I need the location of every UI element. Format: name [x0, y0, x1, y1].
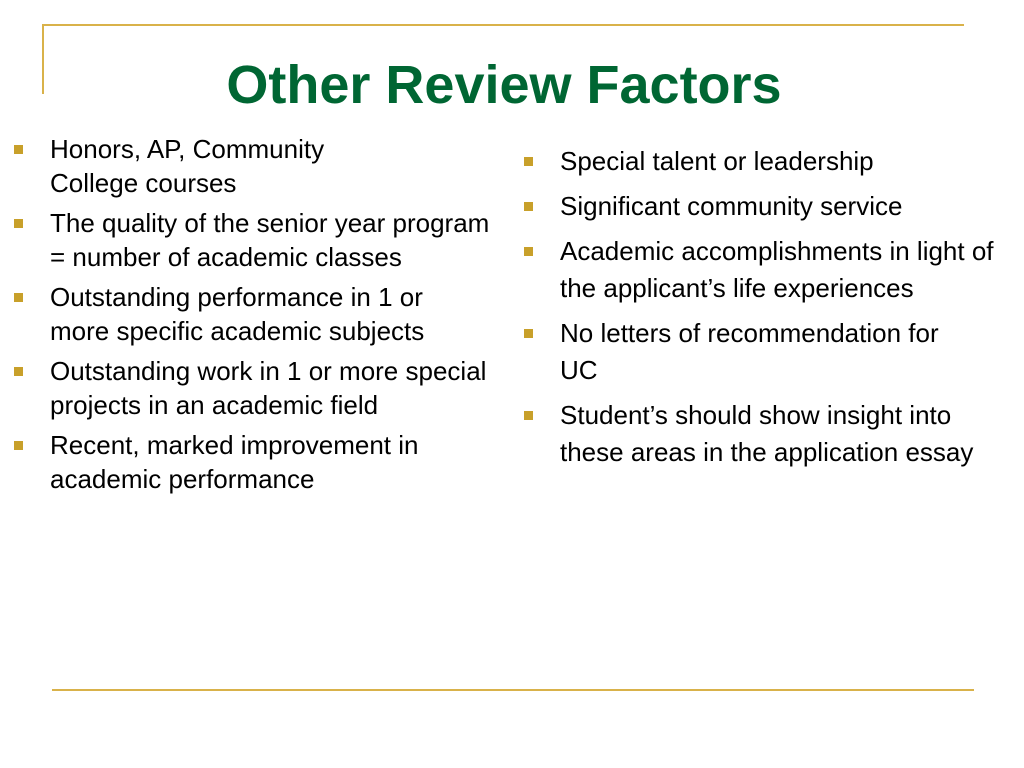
list-item-text: The quality of the senior year program = number of academic classes	[50, 208, 490, 272]
list-item	[14, 354, 506, 422]
list-item-text: Outstanding work in 1 or more special projects in an academic field	[50, 356, 487, 420]
slide-title: Other Review Factors	[226, 55, 782, 115]
square-bullet-icon	[524, 157, 533, 166]
list-item	[14, 280, 506, 348]
list-item-text: Academic accomplishments in light of the applicant’s life experiences	[560, 236, 994, 303]
square-bullet-icon	[524, 329, 533, 338]
left-bullet-list	[14, 132, 506, 502]
square-bullet-icon	[524, 411, 533, 420]
square-bullet-icon	[14, 293, 23, 302]
list-item-text: Significant community service	[560, 191, 903, 221]
list-item	[524, 188, 1004, 225]
list-item	[524, 143, 1004, 180]
list-item	[524, 315, 1004, 389]
top-accent-rule	[42, 24, 964, 26]
list-item	[14, 428, 506, 496]
list-item-text: No letters of recommendation for UC	[560, 318, 939, 385]
right-bullet-list	[524, 143, 1004, 479]
list-item-text: Outstanding performance in 1 or more specific academic subjects	[50, 282, 425, 346]
list-item-text: Student’s should show insight into these areas in the application essay	[560, 400, 974, 467]
square-bullet-icon	[14, 145, 23, 154]
square-bullet-icon	[14, 219, 23, 228]
square-bullet-icon	[524, 202, 533, 211]
list-item	[524, 397, 1004, 471]
list-item	[14, 132, 506, 200]
list-item-text: Recent, marked improvement in academic performance	[50, 430, 419, 494]
square-bullet-icon	[524, 247, 533, 256]
list-item-text: Honors, AP, Community College courses	[50, 134, 325, 198]
list-item	[524, 233, 1004, 307]
square-bullet-icon	[14, 441, 23, 450]
list-item-text: Special talent or leadership	[560, 146, 874, 176]
square-bullet-icon	[14, 367, 23, 376]
list-item	[14, 206, 506, 274]
bottom-accent-rule	[52, 689, 974, 691]
